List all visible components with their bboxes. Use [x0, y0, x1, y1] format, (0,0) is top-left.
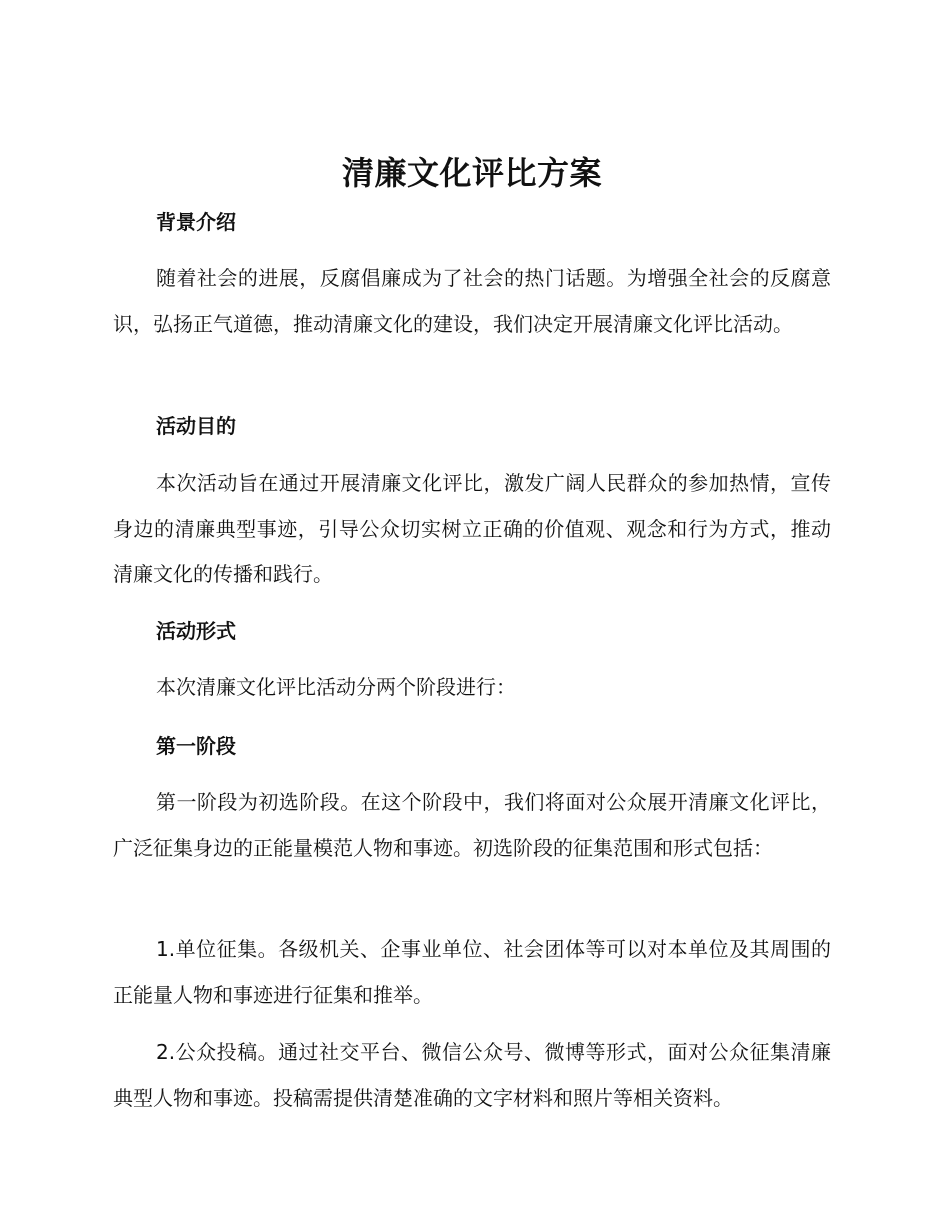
document-title: 清廉文化评比方案 — [341, 154, 602, 192]
section-heading-purpose: 活动目的 — [156, 414, 236, 438]
paragraph-stage-one: 第一阶段为初选阶段。在这个阶段中，我们将面对公众展开清廉文化评比，广泛征集身边的正能量模范人物和事迹。初选阶段的征集范围和形式包括： — [113, 790, 831, 860]
paragraph-item-2: 2.公众投稿。通过社交平台、微信公众号、微博等形式，面对公众征集清廉典型人物和事迹。投稿需提供清楚准确的文字材料和照片等相关资料。 — [113, 1040, 831, 1110]
section-heading-stage-one: 第一阶段 — [156, 734, 236, 758]
paragraph-item-1: 1.单位征集。各级机关、企事业单位、社会团体等可以对本单位及其周围的正能量人物和事迹进行征集和推举。 — [113, 937, 831, 1007]
paragraph-format: 本次清廉文化评比活动分两个阶段进行： — [156, 675, 516, 699]
section-heading-format: 活动形式 — [156, 619, 236, 643]
paragraph-background: 随着社会的进展，反腐倡廉成为了社会的热门话题。为增强全社会的反腐意识，弘扬正气道德，推动清廉文化的建设，我们决定开展清廉文化评比活动。 — [113, 266, 831, 336]
section-heading-background: 背景介绍 — [156, 210, 236, 234]
paragraph-purpose: 本次活动旨在通过开展清廉文化评比，激发广阔人民群众的参加热情，宣传身边的清廉典型事迹，引导公众切实树立正确的价值观、观念和行为方式，推动清廉文化的传播和践行。 — [113, 471, 831, 586]
